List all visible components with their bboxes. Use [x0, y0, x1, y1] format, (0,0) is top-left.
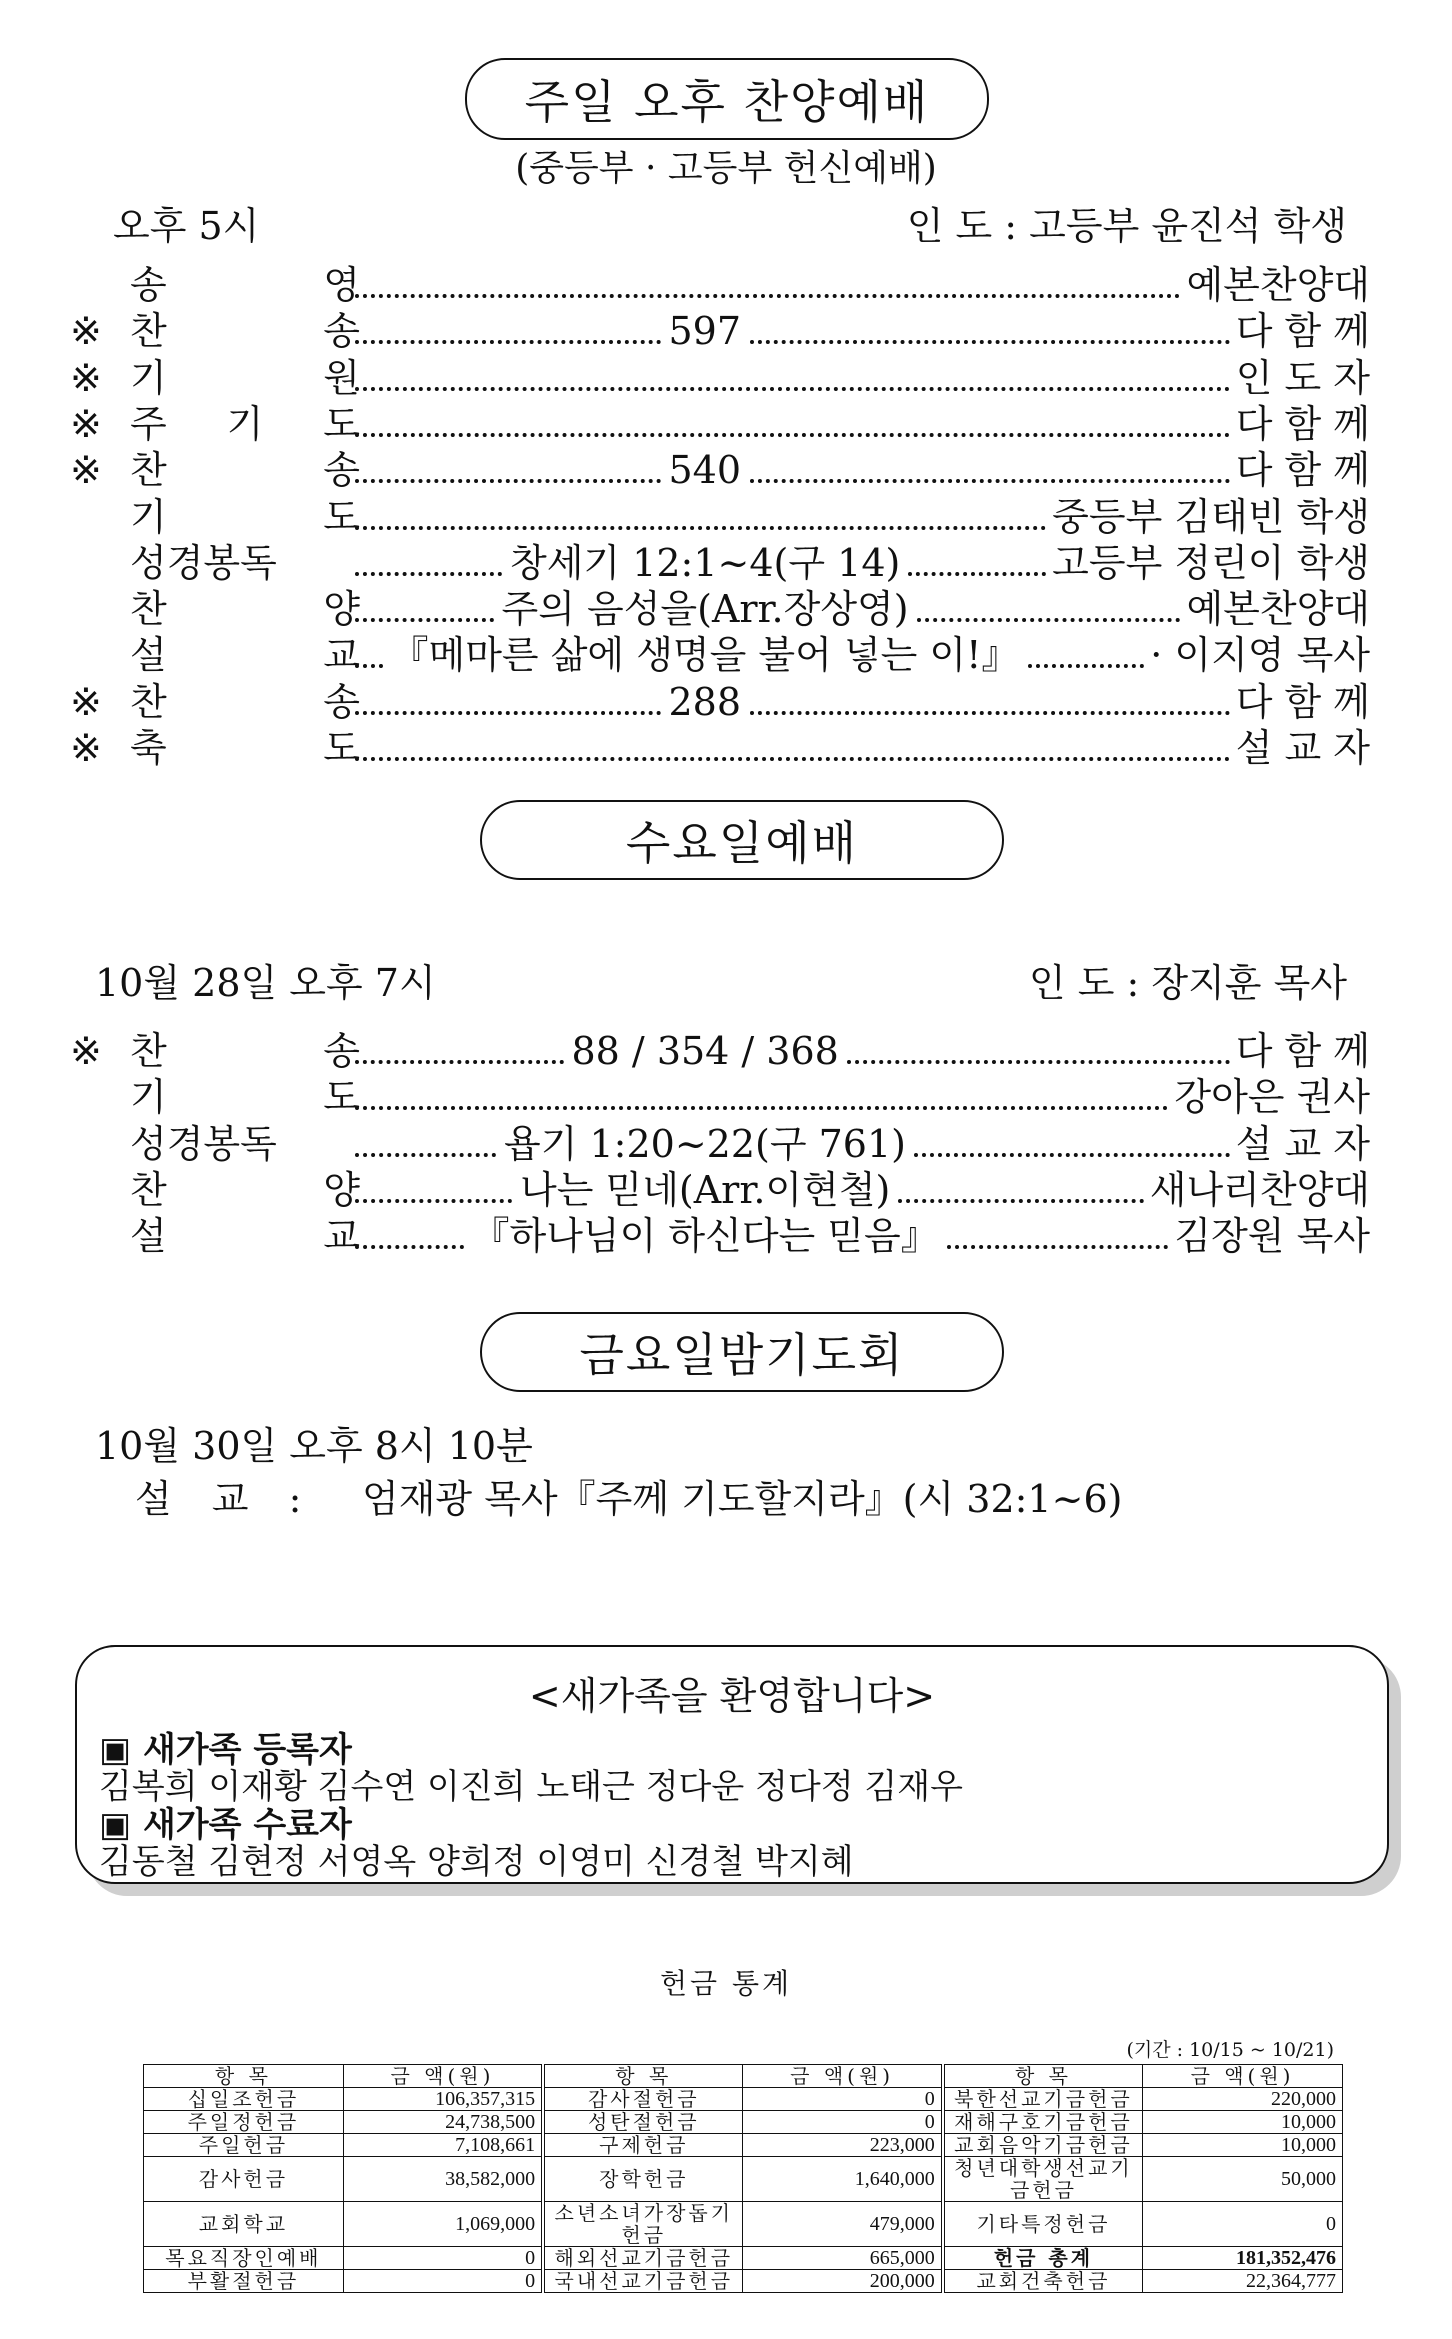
- offering-row: [144, 2134, 1343, 2157]
- registered-names: 김복희 이재황 김수연 이진희 노태근 정다운 정다정 김재우: [99, 1767, 963, 1807]
- offering-item: 교회학교: [144, 2202, 344, 2247]
- offering-item: 감사헌금: [144, 2157, 344, 2202]
- offering-row: [144, 2157, 1343, 2202]
- offering-amount: 223,000: [743, 2134, 943, 2157]
- completed-label: ▣ 새가족 수료자: [99, 1805, 352, 1845]
- order-detail: 597: [668, 309, 742, 354]
- standing-mark: ※: [70, 448, 102, 493]
- completed-names: 김동철 김현정 서영옥 양희정 이영미 신경철 박지혜: [99, 1842, 854, 1882]
- standing-mark: ※: [70, 726, 102, 770]
- offering-row: [144, 2111, 1343, 2134]
- order-row: [70, 679, 1370, 725]
- order-person: 중등부 김태빈 학생: [1052, 494, 1370, 539]
- order-item: 기 도: [130, 494, 360, 539]
- offering-item: 주일정헌금: [144, 2111, 344, 2134]
- col-header: 금 액(원): [1143, 2065, 1343, 2088]
- order-item: 축 도: [130, 726, 360, 770]
- offering-item: 주일헌금: [144, 2134, 344, 2157]
- order-item: 주 기 도: [130, 401, 360, 446]
- wednesday-time: 10월 28일 오후 7시: [95, 961, 436, 1005]
- offering-amount: 200,000: [743, 2270, 943, 2293]
- order-detail: 『하나님이 하신다는 믿음』: [471, 1214, 939, 1259]
- order-detail: 540: [668, 448, 742, 493]
- offering-item: 해외선교기금헌금: [543, 2247, 743, 2270]
- offering-row: [144, 2202, 1343, 2247]
- offering-item: 교회음악기금헌금: [943, 2134, 1143, 2157]
- friday-sermon: 엄재광 목사『주께 기도할지라』(시 32:1~6): [362, 1477, 1123, 1521]
- order-detail: 88 / 354 / 368: [571, 1029, 839, 1073]
- offering-amount: 0: [743, 2111, 943, 2134]
- order-person: 예본찬양대: [1186, 263, 1370, 307]
- wednesday-leader: 인 도 : 장지훈 목사: [1028, 961, 1347, 1005]
- offering-amount: 50,000: [1143, 2157, 1343, 2202]
- order-detail: 288: [668, 679, 742, 724]
- offering-item: 구제헌금: [543, 2134, 743, 2157]
- order-row: [70, 355, 1370, 401]
- order-person: 예본찬양대: [1186, 587, 1370, 632]
- order-row: [70, 586, 1370, 632]
- order-item: 기 도: [130, 1075, 360, 1120]
- order-person: 강아은 권사: [1174, 1075, 1370, 1120]
- order-item: 설 교: [130, 633, 360, 678]
- order-person: 다 함 께: [1235, 1029, 1370, 1073]
- order-row: [70, 447, 1370, 493]
- col-header: 금 액(원): [343, 2065, 543, 2088]
- offering-amount: 0: [743, 2088, 943, 2111]
- order-detail: 주의 음성을(Arr.장상영): [501, 587, 909, 632]
- standing-mark: ※: [70, 355, 102, 400]
- order-person: 새나리찬양대: [1149, 1167, 1370, 1212]
- order-row: [70, 494, 1370, 540]
- order-detail: 『메마른 삶에 생명을 불어 넣는 이!』: [390, 633, 1020, 678]
- offering-amount: 10,000: [1143, 2111, 1343, 2134]
- offering-amount: 10,000: [1143, 2134, 1343, 2157]
- registered-label: ▣ 새가족 등록자: [99, 1730, 352, 1770]
- offering-period: (기간 : 10/15 ~ 10/21): [1126, 2039, 1334, 2061]
- order-row: [70, 632, 1370, 678]
- col-header: 항 목: [144, 2065, 344, 2088]
- offering-amount: 0: [1143, 2202, 1343, 2247]
- friday-title: 금요일밤기도회: [480, 1312, 1004, 1392]
- standing-mark: ※: [70, 401, 102, 446]
- offering-item: 부활절헌금: [144, 2270, 344, 2293]
- order-item: 찬 송: [130, 448, 360, 493]
- col-header: 금 액(원): [743, 2065, 943, 2088]
- offering-item: 헌금 총계: [943, 2247, 1143, 2270]
- order-person: 설 교 자: [1235, 1121, 1370, 1166]
- order-row: [70, 540, 1370, 586]
- offering-amount: 0: [343, 2247, 543, 2270]
- order-detail: 욥기 1:20~22(구 761): [504, 1121, 906, 1166]
- offering-item: 감사절헌금: [543, 2088, 743, 2111]
- order-person: 인 도 자: [1235, 355, 1370, 400]
- order-row: [70, 725, 1370, 771]
- new-family-title: <새가족을 환영합니다>: [528, 1674, 936, 1718]
- friday-time: 10월 30일 오후 8시 10분: [95, 1424, 533, 1468]
- offering-item: 기타특정헌금: [943, 2202, 1143, 2247]
- offering-amount: 0: [343, 2270, 543, 2293]
- order-row: [70, 1167, 1370, 1213]
- new-family-box: [75, 1645, 1389, 1884]
- standing-mark: ※: [70, 679, 102, 724]
- wednesday-title: 수요일예배: [480, 800, 1004, 880]
- sunday-time: 오후 5시: [113, 204, 260, 248]
- offering-amount: 479,000: [743, 2202, 943, 2247]
- offering-item: 재해구호기금헌금: [943, 2111, 1143, 2134]
- offering-item: 십일조헌금: [144, 2088, 344, 2111]
- sunday-title: 주일 오후 찬양예배: [465, 58, 989, 140]
- order-item: 송 영: [130, 263, 360, 307]
- order-person: · 이지영 목사: [1150, 633, 1370, 678]
- offering-item: 청년대학생선교기금헌금: [943, 2157, 1143, 2202]
- standing-mark: ※: [70, 309, 102, 354]
- order-row: [70, 262, 1370, 308]
- offering-amount: 106,357,315: [343, 2088, 543, 2111]
- offering-amount: 24,738,500: [343, 2111, 543, 2134]
- order-item: 찬 양: [130, 1167, 360, 1212]
- order-row: [70, 1028, 1370, 1074]
- standing-mark: ※: [70, 1029, 102, 1073]
- sunday-leader: 인 도 : 고등부 윤진석 학생: [906, 204, 1347, 248]
- offering-item: 장학헌금: [543, 2157, 743, 2202]
- order-row: [70, 1121, 1370, 1167]
- offering-item: 목요직장인예배: [144, 2247, 344, 2270]
- order-item: 찬 양: [130, 587, 360, 632]
- sunday-subtitle: (중등부 · 고등부 헌신예배): [515, 148, 937, 189]
- order-detail: 창세기 12:1~4(구 14): [510, 540, 901, 585]
- order-detail: 나는 믿네(Arr.이현철): [520, 1167, 891, 1212]
- offering-amount: 38,582,000: [343, 2157, 543, 2202]
- offering-header-row: [144, 2065, 1343, 2088]
- col-header: 항 목: [543, 2065, 743, 2088]
- order-person: 고등부 정린이 학생: [1052, 540, 1370, 585]
- order-item: 찬 송: [130, 1029, 360, 1073]
- offering-item: 북한선교기금헌금: [943, 2088, 1143, 2111]
- order-item: 설 교: [130, 1214, 360, 1259]
- offering-row: [144, 2247, 1343, 2270]
- offering-item: 국내선교기금헌금: [543, 2270, 743, 2293]
- offering-row: [144, 2270, 1343, 2293]
- order-person: 다 함 께: [1235, 679, 1370, 724]
- offering-amount: 181,352,476: [1143, 2247, 1343, 2270]
- friday-sermon-label: 설 교 :: [135, 1477, 316, 1521]
- offering-item: 성탄절헌금: [543, 2111, 743, 2134]
- order-item: 성경봉독: [130, 540, 277, 585]
- offering-amount: 220,000: [1143, 2088, 1343, 2111]
- offering-amount: 22,364,777: [1143, 2270, 1343, 2293]
- order-item: 찬 송: [130, 679, 360, 724]
- offering-table: [143, 2064, 1343, 2293]
- order-row: [70, 1074, 1370, 1120]
- order-row: [70, 401, 1370, 447]
- offering-item: 교회건축헌금: [943, 2270, 1143, 2293]
- offering-item: 소년소녀가장돕기헌금: [543, 2202, 743, 2247]
- order-person: 다 함 께: [1235, 401, 1370, 446]
- offering-row: [144, 2088, 1343, 2111]
- order-item: 성경봉독: [130, 1121, 277, 1166]
- order-row: [70, 1213, 1370, 1259]
- offering-amount: 7,108,661: [343, 2134, 543, 2157]
- order-item: 찬 송: [130, 309, 360, 354]
- offering-amount: 665,000: [743, 2247, 943, 2270]
- order-item: 기 원: [130, 355, 360, 400]
- order-person: 설 교 자: [1235, 726, 1370, 770]
- col-header: 항 목: [943, 2065, 1143, 2088]
- order-person: 다 함 께: [1235, 309, 1370, 354]
- offering-amount: 1,069,000: [343, 2202, 543, 2247]
- offering-amount: 1,640,000: [743, 2157, 943, 2202]
- offering-title: 헌금 통계: [659, 1967, 793, 2000]
- order-person: 김장원 목사: [1174, 1214, 1370, 1259]
- order-row: [70, 308, 1370, 354]
- order-person: 다 함 께: [1235, 448, 1370, 493]
